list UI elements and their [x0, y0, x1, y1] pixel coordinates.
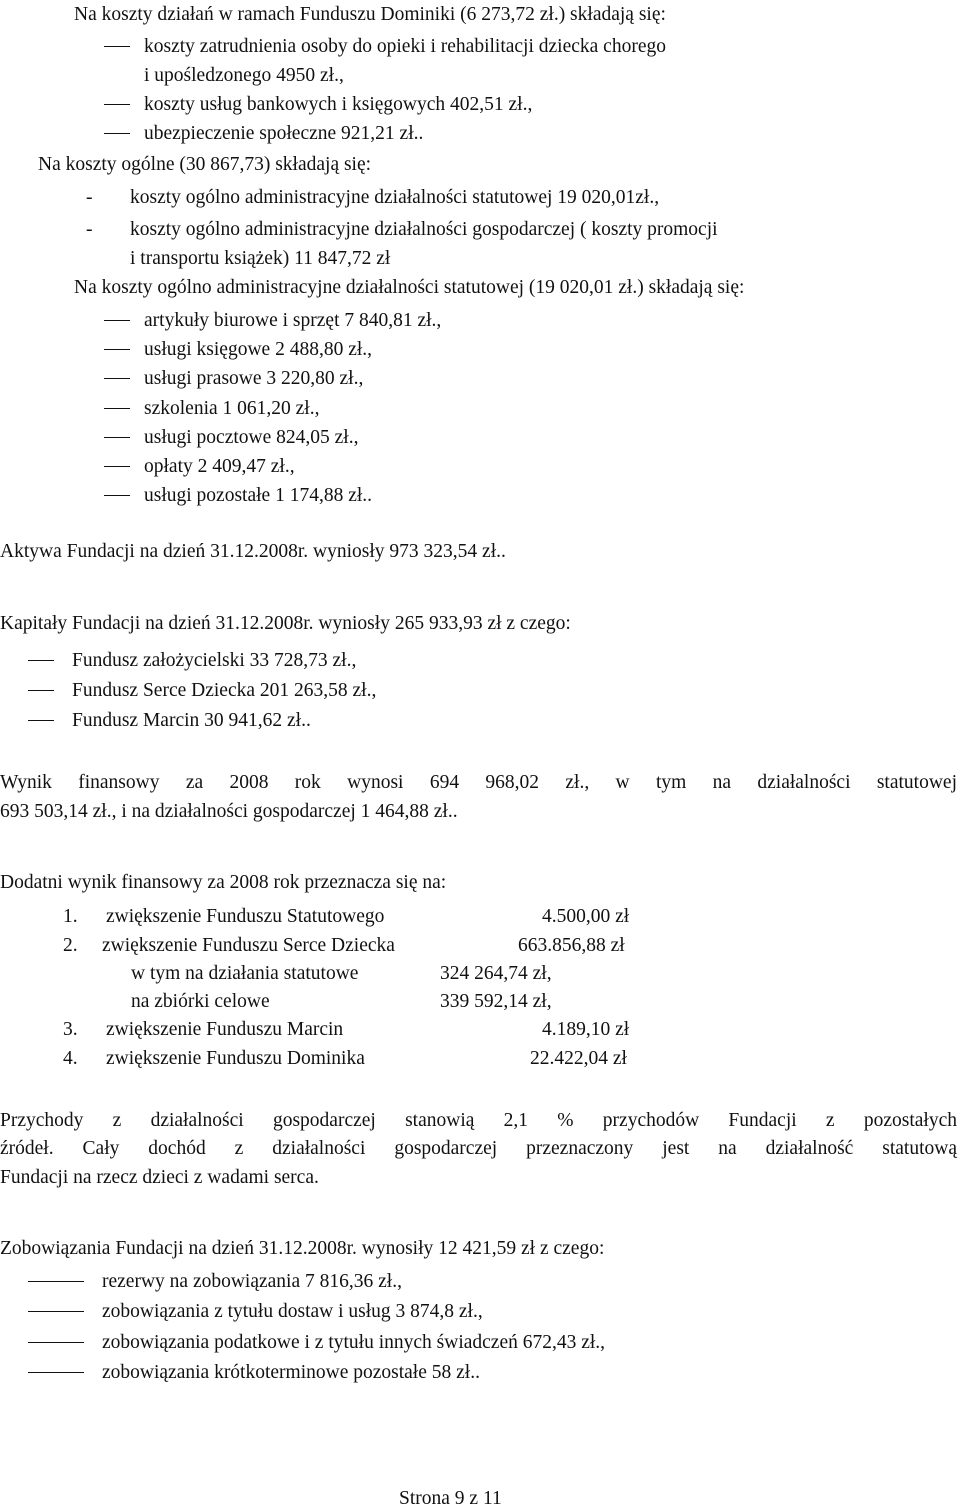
row-label: zwiększenie Funduszu Statutowego: [106, 906, 385, 927]
list-item: usługi prasowe 3 220,80 zł.,: [144, 368, 364, 389]
list-item: usługi księgowe 2 488,80 zł.,: [144, 339, 373, 360]
list-item: zobowiązania podatkowe i z tytułu innych świadczeń 672,43 zł.,: [102, 1332, 606, 1353]
list-item: artykuły biurowe i sprzęt 7 840,81 zł.,: [144, 310, 442, 331]
list-item-continuation: i transportu książek) 11 847,72 zł: [130, 248, 391, 269]
list-item: szkolenia 1 061,20 zł.,: [144, 398, 320, 419]
list-item: koszty ogólno administracyjne działalności gospodarczej ( koszty promocji: [130, 219, 718, 240]
row-amount: 22.422,04 zł: [530, 1048, 627, 1069]
page-number: Strona 9 z 11: [399, 1488, 502, 1509]
ogolne-heading: Na koszty ogólne (30 867,73) składają się:: [38, 154, 372, 175]
row-amount: 663.856,88 zł: [518, 935, 625, 956]
list-item: Fundusz założycielski 33 728,73 zł.,: [72, 650, 357, 671]
dash-bullet: [104, 349, 130, 350]
list-item: ubezpieczenie społeczne 921,21 zł..: [144, 123, 424, 144]
dash-bullet: [28, 1342, 84, 1343]
row-number: 3.: [63, 1019, 78, 1040]
row-label: zwiększenie Funduszu Serce Dziecka: [102, 935, 395, 956]
sub-row-label: na zbiórki celowe: [131, 991, 270, 1012]
sub-row-amount: 324 264,74 zł,: [440, 963, 552, 984]
dash-bullet: [28, 720, 54, 721]
list-item: usługi pozostałe 1 174,88 zł..: [144, 485, 373, 506]
list-item: rezerwy na zobowiązania 7 816,36 zł.,: [102, 1271, 402, 1292]
list-item: Fundusz Serce Dziecka 201 263,58 zł.,: [72, 680, 377, 701]
statutowe-heading: Na koszty ogólno administracyjne działalności statutowej (19 020,01 zł.) składają się:: [74, 277, 745, 298]
row-amount: 4.189,10 zł: [542, 1019, 630, 1040]
list-item: koszty ogólno administracyjne działalności statutowej 19 020,01zł.,: [130, 187, 660, 208]
dash-bullet: [104, 466, 130, 467]
dodatni-heading: Dodatni wynik finansowy za 2008 rok przeznacza się na:: [0, 872, 447, 893]
sub-row-label: w tym na działania statutowe: [131, 963, 359, 984]
dash-bullet: [104, 133, 130, 134]
dash-bullet: [104, 46, 130, 47]
zobowiazania-heading: Zobowiązania Fundacji na dzień 31.12.2008r. wynosiły 12 421,59 zł z czego:: [0, 1238, 605, 1259]
przychody-line-1: Przychody z działalności gospodarczej stanowią 2,1 % przychodów Fundacji z pozostałych: [0, 1110, 957, 1131]
row-number: 2.: [63, 935, 78, 956]
list-item: usługi pocztowe 824,05 zł.,: [144, 427, 359, 448]
aktywa-text: Aktywa Fundacji na dzień 31.12.2008r. wyniosły 973 323,54 zł..: [0, 541, 506, 562]
dominika-heading: Na koszty działań w ramach Funduszu Dominiki (6 273,72 zł.) składają się:: [74, 4, 666, 25]
row-number: 4.: [63, 1048, 78, 1069]
hyphen-bullet: -: [86, 187, 93, 208]
list-item: zobowiązania z tytułu dostaw i usług 3 874,8 zł.,: [102, 1301, 483, 1322]
dash-bullet: [104, 495, 130, 496]
list-item: opłaty 2 409,47 zł.,: [144, 456, 295, 477]
row-number: 1.: [63, 906, 78, 927]
dash-bullet: [28, 1281, 84, 1282]
kapitaly-heading: Kapitały Fundacji na dzień 31.12.2008r. wyniosły 265 933,93 zł z czego:: [0, 613, 571, 634]
dash-bullet: [104, 378, 130, 379]
row-label: zwiększenie Funduszu Dominika: [106, 1048, 365, 1069]
row-label: zwiększenie Funduszu Marcin: [106, 1019, 344, 1040]
dash-bullet: [104, 408, 130, 409]
dash-bullet: [28, 690, 54, 691]
przychody-line-3: Fundacji na rzecz dzieci z wadami serca.: [0, 1167, 319, 1188]
hyphen-bullet: -: [86, 219, 93, 240]
dash-bullet: [28, 660, 54, 661]
dash-bullet: [104, 437, 130, 438]
list-item: Fundusz Marcin 30 941,62 zł..: [72, 710, 311, 731]
list-item: koszty zatrudnienia osoby do opieki i rehabilitacji dziecka chorego: [144, 36, 666, 57]
dash-bullet: [104, 320, 130, 321]
wynik-line-2: 693 503,14 zł., i na działalności gospodarczej 1 464,88 zł..: [0, 801, 458, 822]
list-item: zobowiązania krótkoterminowe pozostałe 58 zł..: [102, 1362, 480, 1383]
list-item: koszty usług bankowych i księgowych 402,51 zł.,: [144, 94, 533, 115]
list-item-continuation: i upośledzonego 4950 zł.,: [144, 65, 344, 86]
row-amount: 4.500,00 zł: [542, 906, 630, 927]
wynik-line-1: Wynik finansowy za 2008 rok wynosi 694 968,02 zł., w tym na działalności statutowej: [0, 772, 957, 793]
przychody-line-2: źródeł. Cały dochód z działalności gospodarczej przeznaczony jest na działalność statutową: [0, 1138, 957, 1159]
dash-bullet: [28, 1311, 84, 1312]
sub-row-amount: 339 592,14 zł,: [440, 991, 552, 1012]
dash-bullet: [28, 1372, 84, 1373]
dash-bullet: [104, 104, 130, 105]
